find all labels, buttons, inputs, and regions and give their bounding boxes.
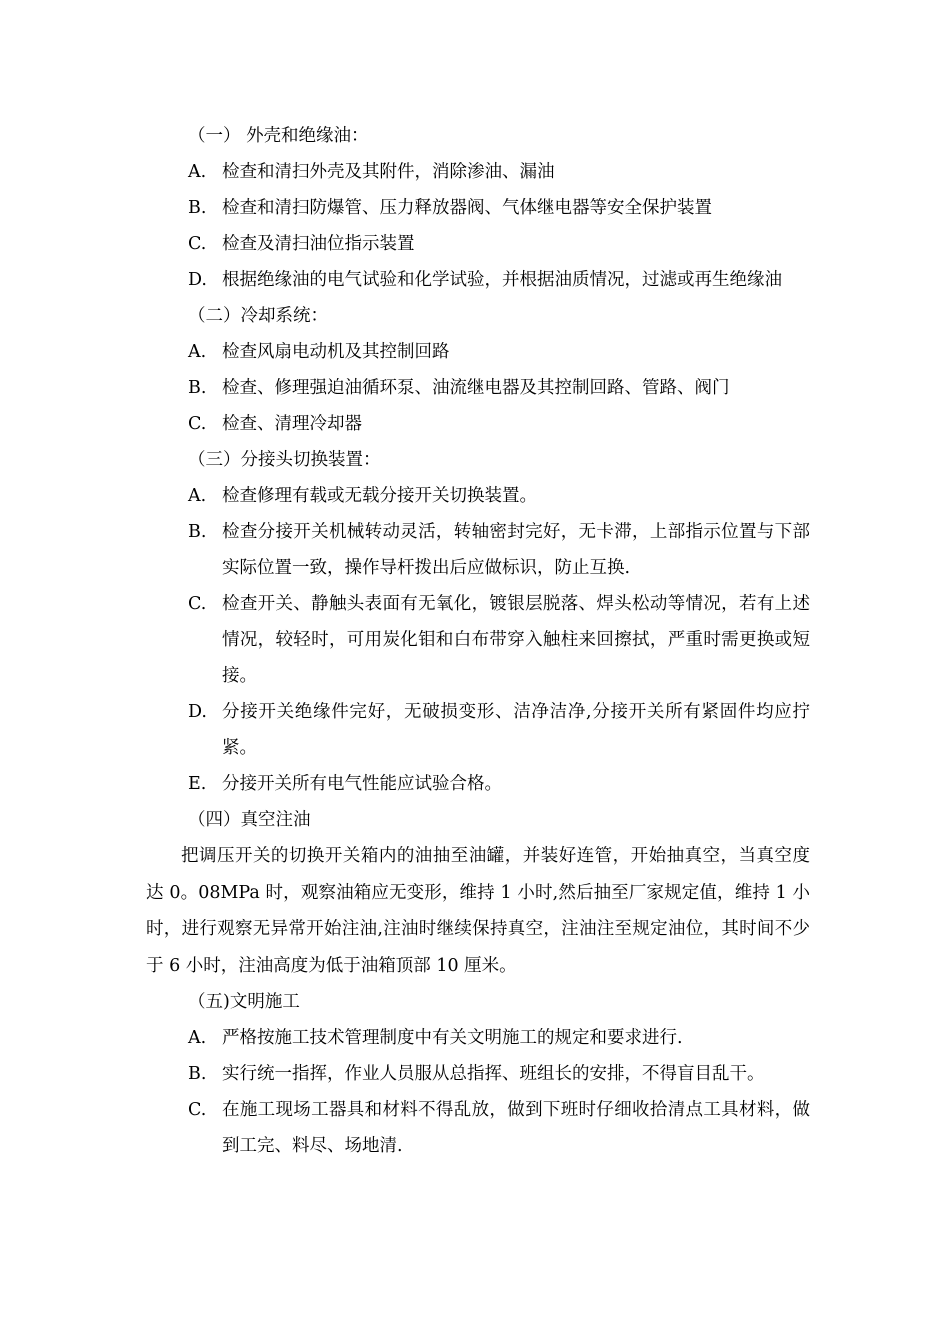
list-item [146,1020,810,1056]
section-heading-5: （五)文明施工 [188,992,300,1012]
list-label: A. [188,1028,207,1048]
section-heading-2: （二）冷却系统： [188,306,328,326]
list-item [146,370,810,406]
list-text: 分接开关所有电气性能应试验合格。 [222,774,502,794]
list-item [146,226,810,262]
list-label: A. [188,486,207,506]
list-item [146,1056,810,1092]
list-text: 分接开关绝缘件完好，无破损变形、洁净洁净,分接开关所有紧固件均应拧紧。 [222,702,810,758]
list-label: C. [188,234,207,254]
section-heading-4: （四）真空注油 [188,810,311,830]
list-text: 检查和清扫防爆管、压力释放器阀、气体继电器等安全保护装置 [222,198,712,218]
list-label: C. [188,414,207,434]
list-item [146,586,810,694]
list-item [146,190,810,226]
list-label: C. [188,1100,207,1120]
list-item [146,154,810,190]
list-label: C. [188,594,207,614]
list-text: 检查、清理冷却器 [222,414,362,434]
list-label: B. [188,1064,207,1084]
body-paragraph: 把调压开关的切换开关箱内的油抽至油罐，并装好连管，开始抽真空，当真空度达 0。08MPa 时，观察油箱应无变形，维持 1 小时,然后抽至厂家规定值，维持 1 小时，进行观察无异常开始注油,注油时继续保持真空，注油注至规定油位，其时间不少于 6 小时，注油高度为低于油箱顶部 10 厘米。 [146,846,810,976]
list-text: 检查开关、静触头表面有无氧化，镀银层脱落、焊头松动等情况，若有上述情况，较轻时，可用炭化钼和白布带穿入触柱来回擦拭，严重时需更换或短接。 [222,594,810,686]
list-text: 检查和清扫外壳及其附件，消除渗油、漏油 [222,162,555,182]
section-heading-3: （三）分接头切换装置： [188,450,381,470]
list-text: 检查风扇电动机及其控制回路 [222,342,450,362]
list-label: D. [188,702,207,722]
list-item [146,1092,810,1164]
section-heading-1: （一） 外壳和绝缘油： [188,126,369,146]
list-label: E. [188,774,207,794]
list-item [146,262,810,298]
list-label: D. [188,270,207,290]
list-text: 检查分接开关机械转动灵活，转轴密封完好，无卡滞，上部指示位置与下部实际位置一致，操作导杆拨出后应做标识，防止互换. [222,522,810,578]
list-text: 检查修理有载或无载分接开关切换装置。 [222,486,537,506]
list-item [146,478,810,514]
list-label: A. [188,342,207,362]
list-text: 在施工现场工器具和材料不得乱放，做到下班时仔细收拾清点工具材料，做到工完、料尽、场地清. [222,1100,810,1156]
list-text: 根据绝缘油的电气试验和化学试验，并根据油质情况，过滤或再生绝缘油 [222,270,782,290]
list-text: 检查、修理强迫油循环泵、油流继电器及其控制回路、管路、阀门 [222,378,730,398]
list-text: 检查及清扫油位指示装置 [222,234,415,254]
list-label: B. [188,378,207,398]
list-label: A. [188,162,207,182]
list-label: B. [188,198,207,218]
list-label: B. [188,522,207,542]
list-text: 严格按施工技术管理制度中有关文明施工的规定和要求进行. [222,1028,683,1048]
list-item [146,334,810,370]
list-item [146,694,810,766]
list-text: 实行统一指挥，作业人员服从总指挥、班组长的安排，不得盲目乱干。 [222,1064,765,1084]
list-item [146,514,810,586]
document-body [146,118,810,1164]
list-item [146,766,810,802]
list-item [146,406,810,442]
